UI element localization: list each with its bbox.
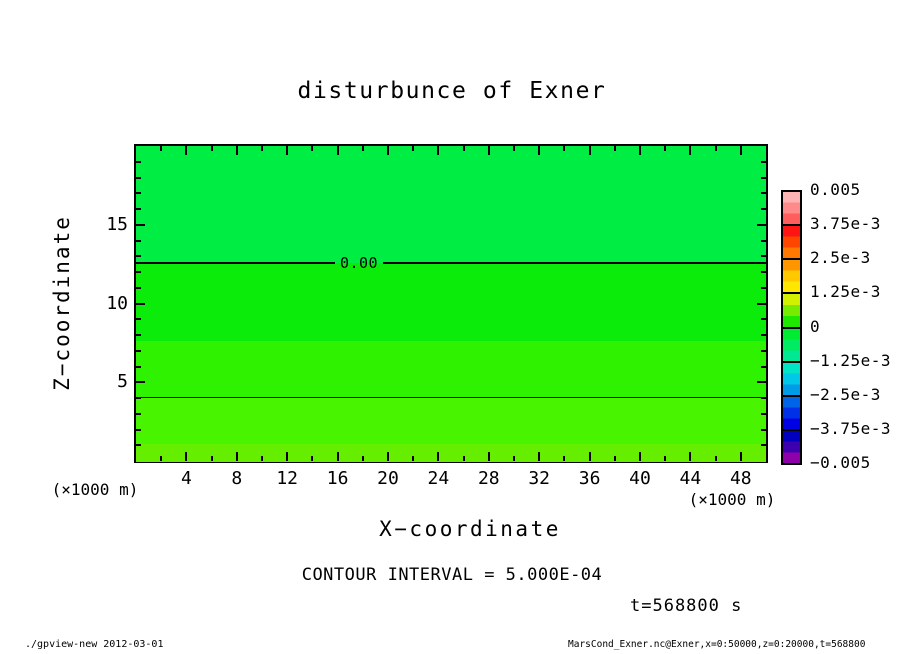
colorbar-segment: [781, 292, 802, 329]
y-tick-label: 10: [106, 292, 128, 314]
colorbar-tick-label: 1.25e-3: [810, 282, 881, 301]
x-tick: [337, 146, 339, 155]
y-tick: [136, 224, 145, 226]
x-tick: [463, 456, 465, 461]
colorbar-tick-label: 3.75e-3: [810, 214, 881, 233]
x-tick: [387, 146, 389, 155]
colorbar-segment: [781, 190, 802, 226]
colorbar-tick-label: −0.005: [810, 453, 871, 472]
x-tick: [589, 146, 591, 155]
zero-contour-line: [383, 262, 766, 264]
y-tick: [757, 381, 766, 383]
y-tick: [761, 318, 766, 320]
y-tick: [757, 303, 766, 305]
x-tick: [160, 456, 162, 461]
x-axis-unit-left: (×1000 m): [51, 480, 139, 499]
y-tick: [761, 413, 766, 415]
footer-command: ./gpview-new 2012-03-01: [25, 639, 164, 650]
x-tick: [311, 146, 313, 151]
colorbar-segment: [781, 224, 802, 260]
x-tick: [488, 146, 490, 155]
y-tick: [136, 255, 141, 257]
x-tick-label: 4: [180, 468, 192, 489]
x-tick: [563, 456, 565, 461]
x-tick: [664, 456, 666, 461]
colorbar-tick-label: −1.25e-3: [810, 351, 892, 370]
x-tick: [362, 456, 364, 461]
x-tick: [538, 452, 540, 461]
x-tick: [689, 452, 691, 461]
y-tick: [761, 255, 766, 257]
color-band: [136, 397, 766, 446]
y-tick: [136, 192, 141, 194]
y-tick: [136, 413, 141, 415]
y-tick: [761, 444, 766, 446]
y-tick: [761, 397, 766, 399]
x-tick: [286, 146, 288, 155]
x-tick-label: 44: [679, 468, 702, 489]
plot-area: [134, 144, 768, 463]
x-tick-label: 16: [326, 468, 349, 489]
y-tick: [136, 271, 141, 273]
y-tick: [761, 208, 766, 210]
y-tick: [136, 397, 141, 399]
y-tick: [761, 350, 766, 352]
x-tick: [689, 146, 691, 155]
y-tick: [761, 366, 766, 368]
y-tick: [757, 224, 766, 226]
x-tick-label: 20: [377, 468, 399, 489]
colorbar-tick-label: 2.5e-3: [810, 248, 871, 267]
y-tick: [136, 429, 141, 431]
y-tick: [136, 366, 141, 368]
contour-line: [136, 397, 766, 398]
color-band: [136, 444, 766, 462]
contour-interval-note: CONTOUR INTERVAL = 5.000E-04: [301, 565, 603, 585]
y-tick-label: 15: [106, 213, 128, 235]
colorbar-tick-label: 0: [810, 317, 821, 336]
x-tick: [639, 146, 641, 155]
zero-contour-line: [136, 262, 335, 264]
x-tick-label: 40: [629, 468, 651, 489]
x-tick-label: 28: [477, 468, 500, 489]
x-tick: [236, 146, 238, 155]
y-tick: [136, 287, 141, 289]
y-tick: [136, 350, 141, 352]
x-tick-label: 32: [528, 468, 551, 489]
y-tick: [761, 271, 766, 273]
x-tick: [160, 146, 162, 151]
color-band: [136, 341, 766, 397]
x-tick: [538, 146, 540, 155]
y-tick: [136, 444, 141, 446]
y-tick: [136, 208, 141, 210]
x-axis-title: X−coordinate: [379, 517, 561, 541]
y-tick: [761, 287, 766, 289]
y-tick: [761, 240, 766, 242]
x-tick: [185, 146, 187, 155]
x-tick: [211, 456, 213, 461]
x-tick-label: 36: [578, 468, 601, 489]
x-tick-label: 24: [427, 468, 450, 489]
x-axis-unit-right: (×1000 m): [688, 490, 776, 509]
x-tick: [740, 452, 742, 461]
x-tick: [185, 452, 187, 461]
colorbar-tick-label: 0.005: [810, 180, 861, 199]
x-tick: [715, 456, 717, 461]
colorbar-segment: [781, 258, 802, 294]
x-tick: [236, 452, 238, 461]
figure-title: disturbunce of Exner: [297, 78, 607, 104]
x-tick: [286, 452, 288, 461]
x-tick: [463, 146, 465, 151]
colorbar-tick-label: −3.75e-3: [810, 419, 892, 438]
footer-source: MarsCond_Exner.nc@Exner,x=0:50000,z=0:20000,t=568800: [568, 639, 866, 650]
x-tick: [639, 452, 641, 461]
x-tick: [437, 452, 439, 461]
y-tick: [136, 318, 141, 320]
time-annotation: t=568800 s: [630, 596, 743, 616]
x-tick: [261, 146, 263, 151]
x-tick: [589, 452, 591, 461]
y-tick: [761, 192, 766, 194]
x-tick: [337, 452, 339, 461]
x-tick: [488, 452, 490, 461]
x-tick: [563, 146, 565, 151]
x-tick-label: 12: [276, 468, 299, 489]
y-axis-title: Z−coordinate: [50, 215, 74, 391]
contour-zero-label: 0.00: [339, 254, 379, 272]
colorbar: [781, 190, 802, 465]
x-tick: [513, 146, 515, 151]
colorbar-segment: [781, 429, 802, 465]
x-tick: [261, 456, 263, 461]
y-tick: [136, 161, 141, 163]
y-tick: [136, 177, 141, 179]
y-tick: [761, 177, 766, 179]
y-tick: [136, 303, 145, 305]
x-tick: [387, 452, 389, 461]
y-tick: [761, 334, 766, 336]
color-band: [136, 146, 766, 264]
x-tick-label: 8: [231, 468, 243, 489]
x-tick: [311, 456, 313, 461]
y-tick: [136, 334, 141, 336]
y-tick-label: 5: [117, 371, 128, 393]
x-tick: [412, 146, 414, 151]
x-tick: [614, 146, 616, 151]
colorbar-tick-label: −2.5e-3: [810, 385, 881, 404]
colorbar-segment: [781, 395, 802, 431]
x-tick: [614, 456, 616, 461]
x-tick: [362, 146, 364, 151]
x-tick: [412, 456, 414, 461]
x-tick: [513, 456, 515, 461]
x-tick: [740, 146, 742, 155]
color-band: [136, 263, 766, 342]
x-tick: [715, 146, 717, 151]
x-tick: [437, 146, 439, 155]
y-tick: [761, 429, 766, 431]
x-tick-label: 48: [729, 468, 752, 489]
x-tick: [664, 146, 666, 151]
colorbar-segment: [781, 327, 802, 363]
y-tick: [761, 161, 766, 163]
y-tick: [136, 240, 141, 242]
y-tick: [136, 381, 145, 383]
colorbar-segment: [781, 361, 802, 397]
x-tick: [211, 146, 213, 151]
